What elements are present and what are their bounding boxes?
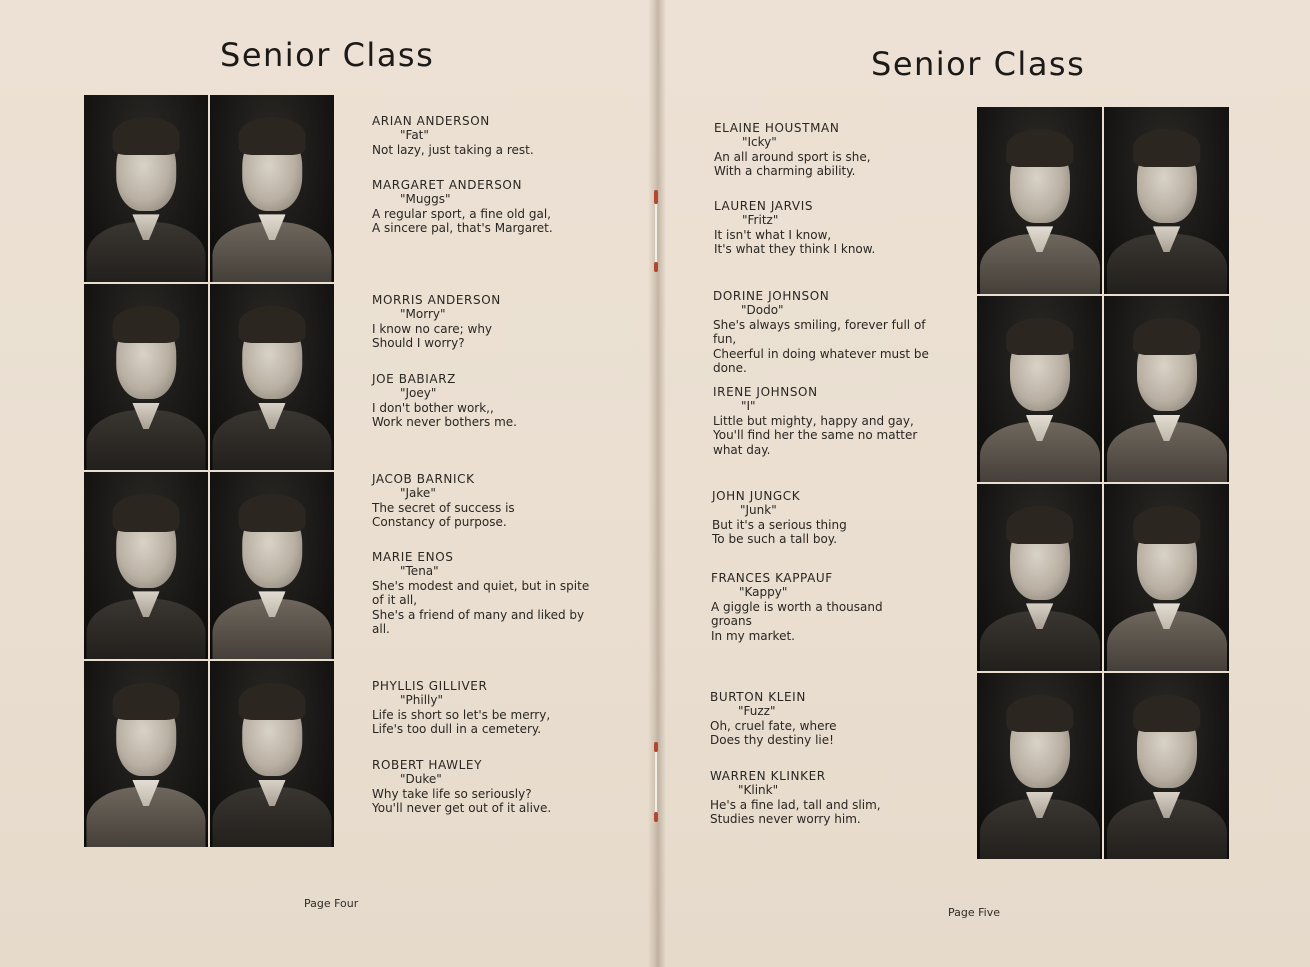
student-entry bbox=[711, 571, 971, 643]
student-name: JACOB BARNICK bbox=[372, 472, 475, 486]
student-entry bbox=[372, 114, 632, 157]
portrait-robert-hawley bbox=[210, 661, 334, 848]
student-entry bbox=[372, 472, 632, 530]
portrait-irene-johnson bbox=[1104, 296, 1229, 483]
portrait-lauren-jarvis bbox=[1104, 107, 1229, 294]
student-nickname: "Fritz" bbox=[742, 213, 779, 228]
binding-thread bbox=[655, 752, 657, 812]
student-verse: A regular sport, a fine old gal, A sincere pal, that's Margaret. bbox=[372, 206, 553, 236]
student-verse: She's modest and quiet, but in spite of it all, She's a friend of many and liked by all. bbox=[372, 578, 590, 637]
student-name: IRENE JOHNSON bbox=[713, 385, 818, 399]
portrait-jacob-barnick bbox=[84, 472, 208, 659]
student-nickname: "Jake" bbox=[400, 486, 436, 501]
student-verse: Little but mighty, happy and gay, You'll find her the same no matter what day. bbox=[713, 413, 918, 457]
student-name: FRANCES KAPPAUF bbox=[711, 571, 833, 585]
student-verse: Life is short so let's be merry, Life's too dull in a cemetery. bbox=[372, 707, 551, 737]
student-entry bbox=[372, 679, 632, 737]
student-verse: I don't bother work,, Work never bothers me. bbox=[372, 400, 517, 430]
student-name: ROBERT HAWLEY bbox=[372, 758, 483, 772]
portrait-morris-anderson bbox=[84, 284, 208, 471]
student-name: MORRIS ANDERSON bbox=[372, 293, 501, 307]
right-photo-grid bbox=[977, 107, 1229, 859]
right-page-title: Senior Class bbox=[871, 45, 1086, 83]
binding-thread bbox=[655, 204, 657, 262]
student-entry bbox=[372, 178, 632, 236]
student-entry bbox=[713, 385, 973, 457]
student-entry bbox=[713, 289, 973, 375]
student-verse: But it's a serious thing To be such a tall boy. bbox=[712, 517, 847, 547]
binding-stitch bbox=[654, 812, 658, 822]
student-entry bbox=[372, 293, 632, 351]
student-nickname: "Icky" bbox=[742, 135, 777, 150]
portrait-warren-klinker bbox=[1104, 673, 1229, 860]
portrait-joe-babiarz bbox=[210, 284, 334, 471]
student-name: DORINE JOHNSON bbox=[713, 289, 830, 303]
student-name: LAUREN JARVIS bbox=[714, 199, 814, 213]
student-nickname: "Muggs" bbox=[400, 192, 451, 207]
portrait-john-jungck bbox=[977, 484, 1102, 671]
student-name: ELAINE HOUSTMAN bbox=[714, 121, 840, 135]
student-name: WARREN KLINKER bbox=[710, 769, 826, 783]
binding-stitch bbox=[654, 190, 658, 204]
student-verse: A giggle is worth a thousand groans In my market. bbox=[711, 599, 883, 643]
student-entry bbox=[372, 758, 632, 816]
student-name: PHYLLIS GILLIVER bbox=[372, 679, 488, 693]
student-nickname: "Fuzz" bbox=[738, 704, 776, 719]
student-name: JOE BABIARZ bbox=[372, 372, 456, 386]
student-name: BURTON KLEIN bbox=[710, 690, 806, 704]
student-verse: She's always smiling, forever full of fun, Cheerful in doing whatever must be done. bbox=[713, 317, 929, 376]
student-entry bbox=[714, 121, 974, 179]
student-nickname: "Joey" bbox=[400, 386, 437, 401]
student-entry bbox=[710, 690, 970, 748]
student-entry bbox=[372, 372, 632, 430]
binding-gutter bbox=[648, 0, 666, 967]
student-nickname: "Tena" bbox=[400, 564, 439, 579]
left-photo-grid bbox=[84, 95, 334, 847]
student-entry bbox=[372, 550, 632, 636]
student-nickname: "I" bbox=[741, 399, 756, 414]
student-verse: Why take life so seriously? You'll never get out of it alive. bbox=[372, 786, 552, 816]
portrait-arian-anderson bbox=[84, 95, 208, 282]
student-nickname: "Junk" bbox=[740, 503, 777, 518]
student-nickname: "Klink" bbox=[738, 783, 779, 798]
student-verse: He's a fine lad, tall and slim, Studies never worry him. bbox=[710, 797, 881, 827]
student-entry bbox=[710, 769, 970, 827]
portrait-margaret-anderson bbox=[210, 95, 334, 282]
student-name: MARIE ENOS bbox=[372, 550, 454, 564]
portrait-frances-kappauf bbox=[1104, 484, 1229, 671]
student-verse: The secret of success is Constancy of purpose. bbox=[372, 500, 515, 530]
student-name: MARGARET ANDERSON bbox=[372, 178, 523, 192]
student-verse: It isn't what I know, It's what they think I know. bbox=[714, 227, 876, 257]
student-nickname: "Dodo" bbox=[741, 303, 784, 318]
student-nickname: "Philly" bbox=[400, 693, 443, 708]
portrait-burton-klein bbox=[977, 673, 1102, 860]
portrait-marie-enos bbox=[210, 472, 334, 659]
student-nickname: "Kappy" bbox=[739, 585, 788, 600]
binding-stitch bbox=[654, 262, 658, 272]
student-nickname: "Fat" bbox=[400, 128, 429, 143]
portrait-phyllis-gilliver bbox=[84, 661, 208, 848]
student-name: ARIAN ANDERSON bbox=[372, 114, 490, 128]
student-verse: Not lazy, just taking a rest. bbox=[372, 142, 534, 157]
student-nickname: "Duke" bbox=[400, 772, 442, 787]
student-entry bbox=[712, 489, 972, 547]
binding-stitch bbox=[654, 742, 658, 752]
student-entry bbox=[714, 199, 974, 257]
student-verse: An all around sport is she, With a charming ability. bbox=[714, 149, 871, 179]
student-name: JOHN JUNGCK bbox=[712, 489, 801, 503]
right-page bbox=[655, 0, 1310, 967]
student-nickname: "Morry" bbox=[400, 307, 446, 322]
page-number: Page Five bbox=[948, 906, 1000, 919]
left-page-title: Senior Class bbox=[220, 36, 435, 74]
student-verse: I know no care; why Should I worry? bbox=[372, 321, 493, 351]
page-number: Page Four bbox=[304, 897, 359, 910]
portrait-dorine-johnson bbox=[977, 296, 1102, 483]
portrait-elaine-houstman bbox=[977, 107, 1102, 294]
student-verse: Oh, cruel fate, where Does thy destiny lie! bbox=[710, 718, 837, 748]
